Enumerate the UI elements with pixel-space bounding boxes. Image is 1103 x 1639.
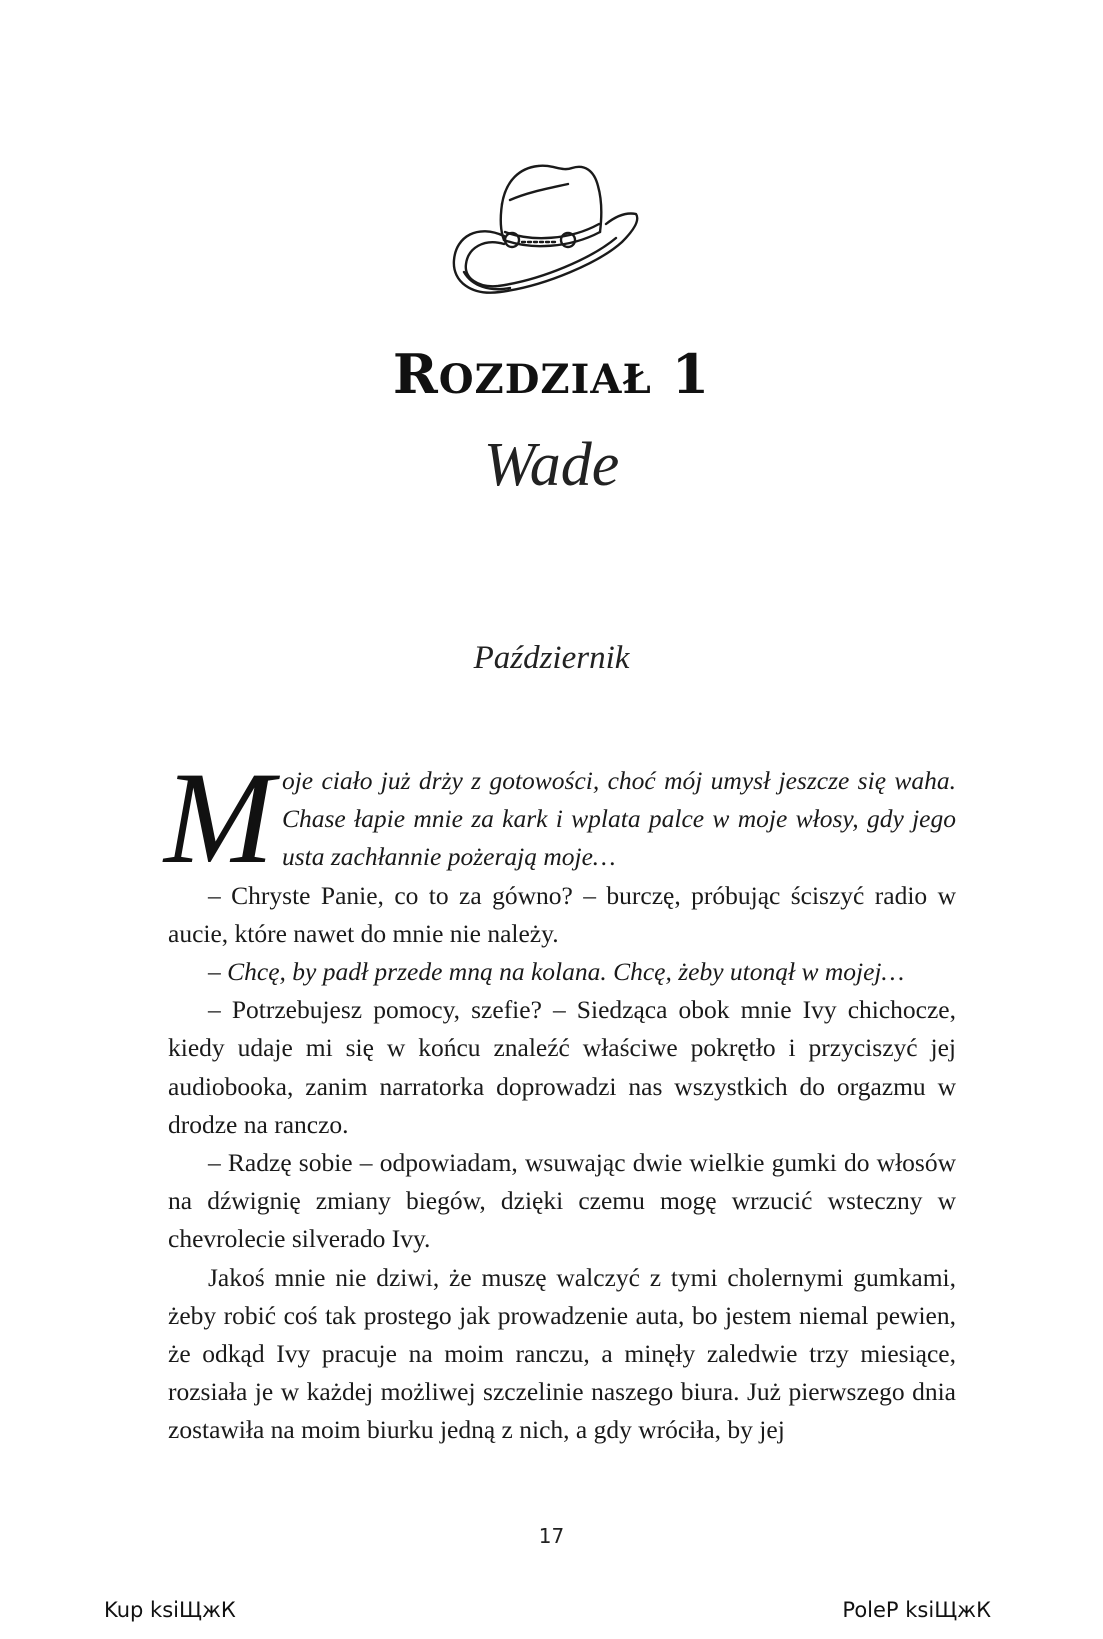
paragraph: – Chcę, by padł przede mną na kolana. Chcę, żeby utonął w mojej…: [208, 957, 905, 987]
paragraph-text: oje ciało już drży z gotowości, choć mój umysł jeszcze się waha. Chase łapie mnie za kark i wplata palce w moje włosy, gdy jego usta zachłannie pożerają moje…: [281, 766, 956, 872]
chapter-title-word: OZDZIAŁ: [438, 356, 652, 403]
chapter-title-initial: R: [392, 342, 439, 406]
paragraph: Jakoś mnie nie dziwi, że muszę walczyć z tymi cholernymi gumkami, żeby robić coś tak prostego jak prowadzenie auta, bo jestem niemal pewien, że odkąd Ivy pracuje na moim ranczu, a minęły zaledwie trzy miesiące, rozsiała je w każdej możliwej szczelinie naszego biura. Już pierwszego dnia zostawiła na moim biurku jedną z nich, a gdy wróciła, by jej: [168, 1262, 956, 1445]
page-number: 17: [538, 1524, 565, 1548]
chapter-number: 1: [671, 342, 711, 406]
buy-book-link[interactable]: Kup ksiЩжК: [104, 1598, 236, 1622]
chapter-title: [0, 342, 1103, 406]
paragraph: – Chryste Panie, co to za gówno? – burczę, próbując ściszyć radio w aucie, które nawet do mnie nie należy.: [168, 880, 956, 948]
chapter-month: Październik: [473, 640, 630, 676]
drop-cap: M: [164, 744, 274, 891]
paragraph: [164, 744, 956, 891]
body-text: [164, 744, 956, 1450]
chapter-name: Wade: [483, 431, 620, 499]
recommend-book-link[interactable]: PoleP ksiЩжК: [842, 1598, 991, 1622]
paragraph: – Radzę sobie – odpowiadam, wsuwając dwie wielkie gumki do włosów na dźwignię zmiany biegów, dzięki czemu mogę wrzucić wsteczny w chevrolecie silverado Ivy.: [168, 1148, 956, 1254]
cowboy-hat-illustration: [450, 160, 660, 310]
paragraph: – Potrzebujesz pomocy, szefie? – Siedząca obok mnie Ivy chichocze, kiedy udaje mi się w końcu znaleźć właściwe pokrętło i przyciszyć jej audiobooka, zanim narratorka doprowadzi nas wszystkich do orgazmu w drodze na ranczo.: [168, 995, 956, 1139]
